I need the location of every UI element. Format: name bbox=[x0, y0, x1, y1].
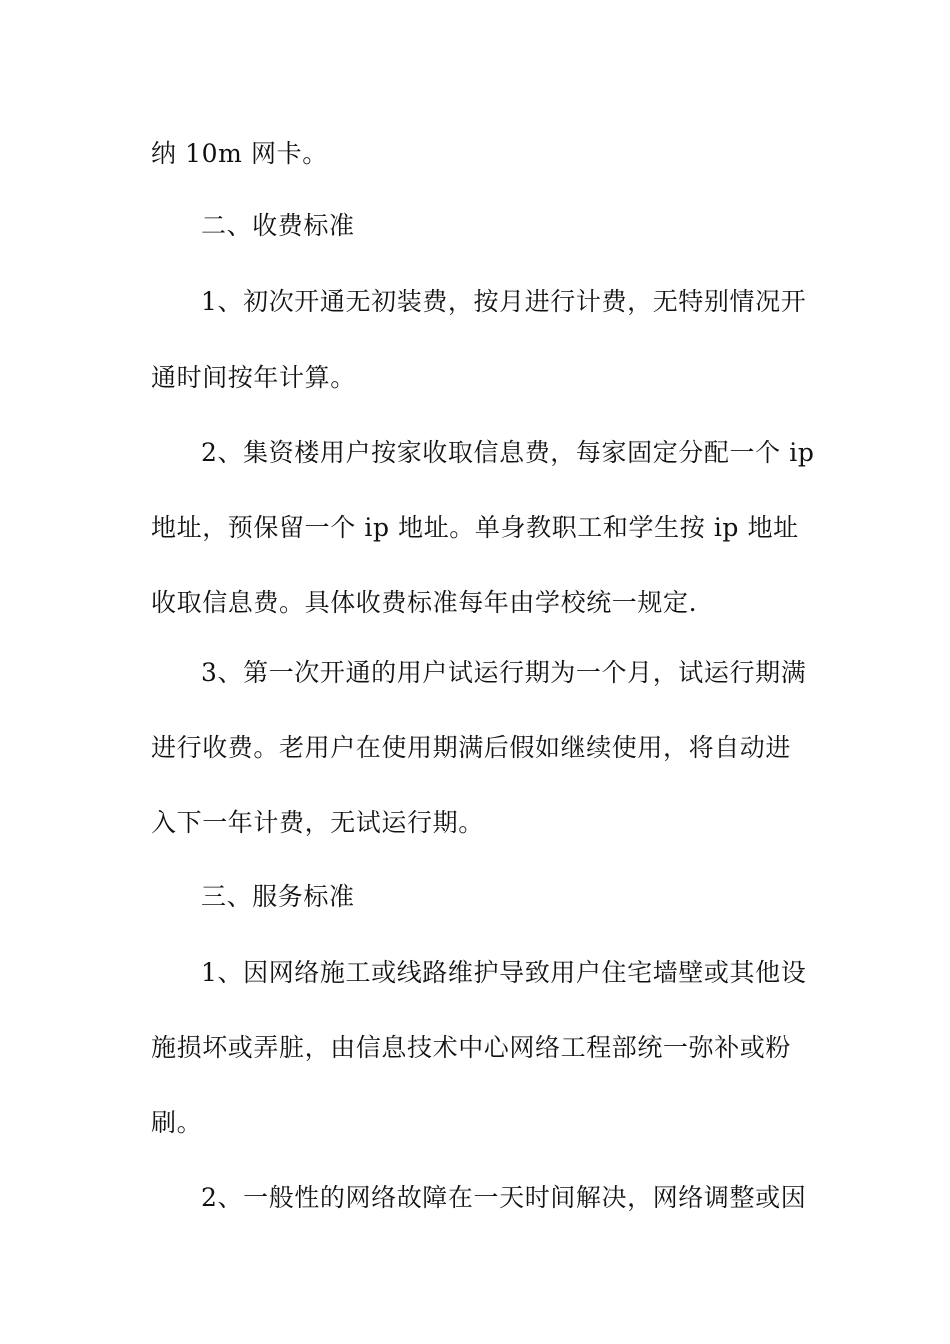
text-line-12: 1、因网络施工或线路维护导致用户住宅墙壁或其他设 bbox=[201, 958, 807, 987]
text-line-1: 纳 10m 网卡。 bbox=[151, 139, 328, 168]
text-line-6: 地址，预保留一个 ip 地址。单身教职工和学生按 ip 地址 bbox=[151, 513, 799, 542]
text-line-7: 收取信息费。具体收费标准每年由学校统一规定. bbox=[151, 588, 698, 617]
text-line-15: 2、一般性的网络故障在一天时间解决，网络调整或因 bbox=[201, 1183, 807, 1212]
text-line-9: 进行收费。老用户在使用期满后假如继续使用，将自动进 bbox=[151, 733, 792, 762]
section-heading-service: 三、服务标准 bbox=[201, 882, 355, 911]
text-line-3: 1、初次开通无初装费，按月进行计费，无特别情况开 bbox=[201, 287, 807, 316]
text-line-10: 入下一年计费，无试运行期。 bbox=[151, 808, 484, 837]
section-heading-fees: 二、收费标准 bbox=[201, 211, 355, 240]
text-line-4: 通时间按年计算。 bbox=[151, 363, 356, 392]
text-line-13: 施损坏或弄脏，由信息技术中心网络工程部统一弥补或粉 bbox=[151, 1033, 792, 1062]
text-line-8: 3、第一次开通的用户试运行期为一个月，试运行期满 bbox=[201, 658, 807, 687]
text-line-5: 2、集资楼用户按家收取信息费，每家固定分配一个 ip bbox=[201, 438, 815, 467]
text-line-14: 刷。 bbox=[151, 1108, 203, 1137]
